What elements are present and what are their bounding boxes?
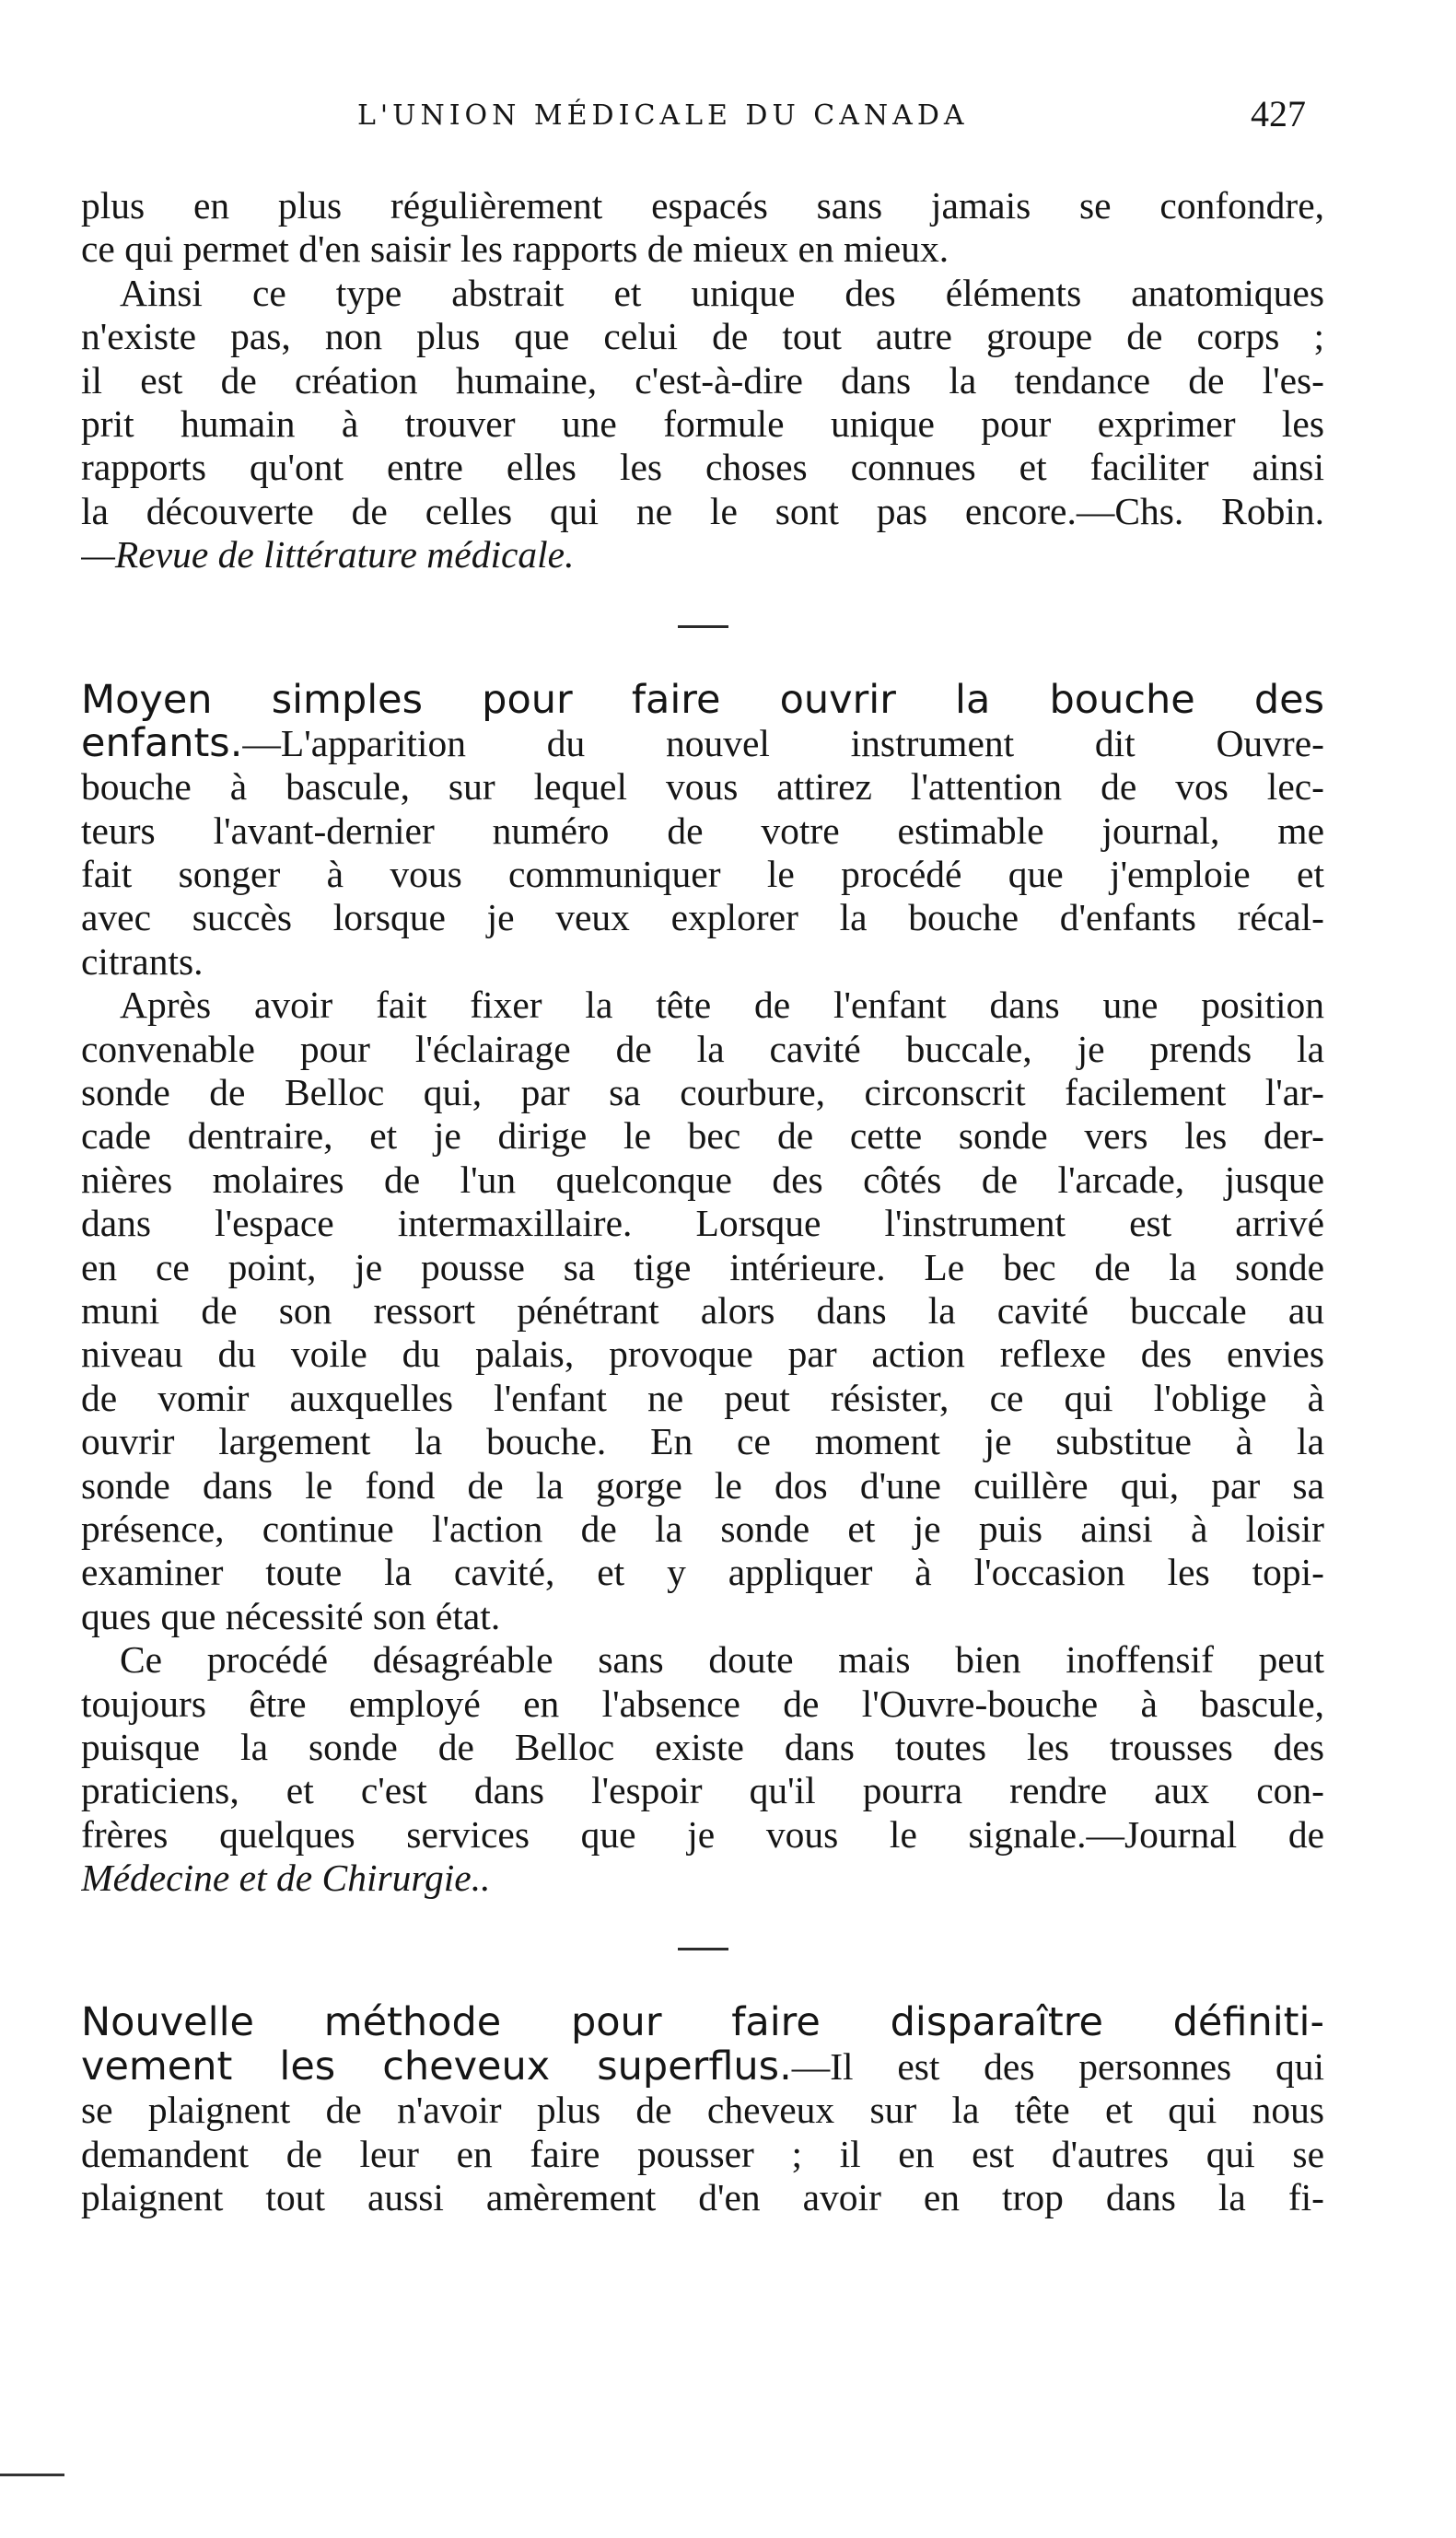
text-line: muni de son ressort pénétrant alors dans la cavité buccale au: [81, 1288, 1324, 1332]
page-header: [81, 93, 1324, 155]
text-line: puisque la sonde de Belloc existe dans toutes les trousses des: [81, 1725, 1324, 1768]
text-line: plaignent tout aussi amèrement d'en avoir en trop dans la fi-: [81, 2176, 1324, 2219]
text-line: plus en plus régulièrement espacés sans jamais se confondre,: [81, 184, 1324, 227]
text-line: de vomir auxquelles l'enfant ne peut résister, ce qui l'oblige à: [81, 1376, 1324, 1419]
text-line: nières molaires de l'un quelconque des côtés de l'arcade, jusque: [81, 1158, 1324, 1201]
text-line: citrants.: [81, 939, 204, 983]
text-line: la découverte de celles qui ne le sont pas encore.—Chs. Robin.: [81, 489, 1324, 532]
text-line: bouche à bascule, sur lequel vous attirez l'attention de vos lec-: [81, 765, 1324, 809]
text-line: cade dentraire, et je dirige le bec de cette sonde vers les der-: [81, 1114, 1324, 1158]
text-line: teurs l'avant-dernier numéro de votre estimable journal, me: [81, 809, 1324, 852]
article-heading: Moyen simples pour faire ouvrir la bouche des: [81, 678, 1324, 722]
text-line: rapports qu'ont entre elles les choses connues et faciliter ainsi: [81, 446, 1324, 489]
body-text: [81, 184, 1324, 2219]
section-divider: [81, 1900, 1324, 2001]
source-citation: Médecine et de Chirurgie..: [81, 1857, 491, 1900]
text-line: se plaignent de n'avoir plus de cheveux sur la tête et qui nous: [81, 2089, 1324, 2132]
text-line: n'existe pas, non plus que celui de tout autre groupe de corps ;: [81, 315, 1324, 358]
text-line: ques que nécessité son état.: [81, 1594, 501, 1637]
section-divider: [81, 577, 1324, 679]
page-edge-mark: [0, 2474, 64, 2476]
running-title: L'UNION MÉDICALE DU CANADA: [357, 99, 969, 132]
text-line: —Il est des personnes qui: [791, 2044, 1324, 2088]
text-line: prit humain à trouver une formule unique pour exprimer les: [81, 402, 1324, 445]
page-number: 427: [1251, 93, 1306, 134]
text-line: frères quelques services que je vous le signale.—Journal de: [81, 1812, 1324, 1856]
text-line: avec succès lorsque je veux explorer la bouche d'enfants récal-: [81, 896, 1324, 939]
text-line: Ainsi ce type abstrait et unique des éléments anatomiques: [120, 271, 1324, 314]
text-line: examiner toute la cavité, et y appliquer à l'occasion les topi-: [81, 1551, 1324, 1594]
text-line: demandent de leur en faire pousser ; il en est d'autres qui se: [81, 2132, 1324, 2175]
heading-text: vement les cheveux superflus.: [81, 2044, 792, 2090]
text-line: Ce procédé désagréable sans doute mais bien inoffensif peut: [120, 1638, 1324, 1682]
text-line: fait songer à vous communiquer le procédé que j'emploie et: [81, 853, 1324, 896]
text-line: niveau du voile du palais, provoque par action reflexe des envies: [81, 1333, 1324, 1376]
article-heading-continued: [81, 2045, 1324, 2089]
text-line: ce qui permet d'en saisir les rapports de mieux en mieux.: [81, 227, 949, 271]
text-line: en ce point, je pousse sa tige intérieure. Le bec de la sonde: [81, 1245, 1324, 1288]
text-line: Après avoir fait fixer la tête de l'enfant dans une position: [120, 984, 1324, 1027]
article-heading-continued: [81, 722, 1324, 765]
source-citation: —Revue de littérature médicale.: [81, 533, 575, 576]
text-line: convenable pour l'éclairage de la cavité buccale, je prends la: [81, 1027, 1324, 1070]
text-line: —L'apparition du nouvel instrument dit Ouvre-: [242, 721, 1324, 764]
article-heading: Nouvelle méthode pour faire disparaître définiti-: [81, 2001, 1324, 2045]
text-line: ouvrir largement la bouche. En ce moment je substitue à la: [81, 1420, 1324, 1463]
heading-text: enfants.: [81, 721, 243, 766]
text-line: sonde de Belloc qui, par sa courbure, circonscrit facilement l'ar-: [81, 1071, 1324, 1114]
text-line: dans l'espace intermaxillaire. Lorsque l'instrument est arrivé: [81, 1202, 1324, 1245]
text-line: sonde dans le fond de la gorge le dos d'une cuillère qui, par sa: [81, 1463, 1324, 1507]
text-line: il est de création humaine, c'est-à-dire dans la tendance de l'es-: [81, 358, 1324, 402]
text-line: toujours être employé en l'absence de l'Ouvre-bouche à bascule,: [81, 1682, 1324, 1725]
text-line: praticiens, et c'est dans l'espoir qu'il pourra rendre aux con-: [81, 1769, 1324, 1812]
text-line: présence, continue l'action de la sonde et je puis ainsi à loisir: [81, 1507, 1324, 1550]
